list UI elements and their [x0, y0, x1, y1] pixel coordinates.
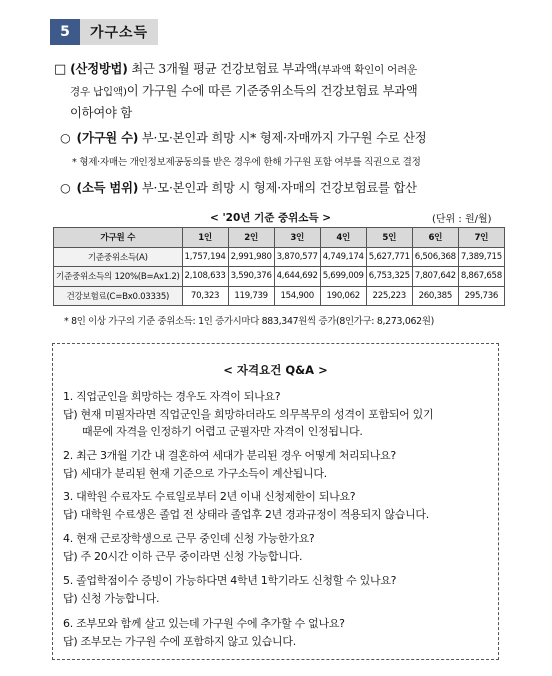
qa-question: 1. 직업군인을 희망하는 경우도 자격이 되나요? [63, 390, 281, 403]
household-label: (가구원 수) [76, 131, 139, 145]
qa-question: 5. 졸업학점이수 증빙이 가능하다면 4학년 1학기라도 신청할 수 있나요? [63, 574, 397, 587]
household-bullet [60, 128, 426, 146]
qa-answer: 답) 대학원 수료생은 졸업 전 상태라 졸업후 2년 경과규정이 적용되지 않습니다. [63, 507, 429, 521]
criteria-line2-small: 경우 납입액) [70, 86, 127, 98]
qa-question: 2. 최근 3개월 기간 내 결혼하여 세대가 분리된 경우 어떻게 처리되나요? [63, 449, 396, 462]
qa-answer-continued: 때문에 자격을 인정하기 어렵고 군필자만 자격이 인정됩니다. [82, 425, 363, 438]
qa-title: < 자격요건 Q&A > [223, 363, 328, 377]
income-bullet [60, 178, 417, 196]
section-header [50, 19, 158, 45]
table-cell: 119,739 [228, 286, 274, 306]
table-header-cell: 1인 [182, 228, 228, 248]
qa-item [63, 447, 493, 482]
table-cell: 70,323 [182, 286, 228, 306]
criteria-text: 최근 3개월 평균 건강보험료 부과액 [127, 62, 318, 76]
household-note: * 형제·자매는 개인정보제공동의를 받은 경우에 한해 가구원 포함 여부를 직권으로 결정 [72, 157, 421, 168]
qa-item [63, 388, 493, 441]
qa-item [63, 615, 493, 650]
table-cell: 6,506,368 [412, 247, 458, 267]
table-row [54, 286, 505, 306]
table-cell: 7,389,715 [458, 247, 504, 267]
table-cell: 5,627,771 [366, 247, 412, 267]
table-header-cell: 가구원 수 [54, 228, 183, 248]
criteria-paragraph [54, 59, 524, 124]
table-row [54, 247, 505, 267]
circle-bullet-icon: ○ [60, 181, 71, 195]
table-footnote: * 8인 이상 가구의 기준 중위소득: 1인 증가시마다 883,347원씩 증가(8인가구: 8,273,062원) [64, 316, 434, 327]
table-cell: 2,108,633 [182, 267, 228, 287]
table-unit: (단위 : 원/월) [432, 214, 492, 225]
qa-answer: 답) 주 20시간 이하 근무 중이라면 신청 가능합니다. [63, 549, 303, 563]
criteria-label: (산정방법) [70, 62, 128, 76]
qa-answer: 답) 세대가 분리된 현재 기준으로 가구소득이 계산됩니다. [63, 466, 327, 480]
table-cell: 190,062 [320, 286, 366, 306]
qa-question: 3. 대학원 수료자도 수료일로부터 2년 이내 신청제한이 되나요? [63, 490, 356, 503]
table-header-cell: 4인 [320, 228, 366, 248]
table-header-row [54, 228, 505, 248]
criteria-text-small: (부과액 확인이 어려운 [317, 64, 417, 76]
table-cell: 295,736 [458, 286, 504, 306]
qa-question: 6. 조부모와 함께 살고 있는데 가구원 수에 추가할 수 없나요? [63, 617, 345, 630]
table-cell: 5,699,009 [320, 267, 366, 287]
table-cell: 154,900 [274, 286, 320, 306]
table-cell: 6,753,325 [366, 267, 412, 287]
table-header-cell: 6인 [412, 228, 458, 248]
table-cell: 225,223 [366, 286, 412, 306]
table-cell: 1,757,194 [182, 247, 228, 267]
table-header-cell: 3인 [274, 228, 320, 248]
section-title: 가구소득 [80, 19, 158, 45]
criteria-line2: 이 가구원 수에 따른 기준중위소득의 건강보험료 부과액 [126, 84, 418, 98]
checkbox-square-icon: □ [54, 62, 67, 77]
qa-item [63, 488, 493, 523]
qa-item [63, 572, 493, 607]
table-cell: 260,385 [412, 286, 458, 306]
section-number: 5 [50, 19, 80, 45]
table-header-cell: 2인 [228, 228, 274, 248]
table-cell: 4,644,692 [274, 267, 320, 287]
qa-answer: 답) 현재 미필자라면 직업군인을 희망하더라도 의무복무의 성격이 포함되어 있기 [63, 407, 434, 421]
criteria-line3: 이하여야 함 [70, 106, 133, 120]
table-cell: 8,867,658 [458, 267, 504, 287]
table-row-header: 기준중위소득(A) [54, 247, 183, 267]
table-cell: 4,749,174 [320, 247, 366, 267]
table-cell: 3,870,577 [274, 247, 320, 267]
table-row-header: 건강보험료(C=Bx0.03335) [54, 286, 183, 306]
table-header-cell: 7인 [458, 228, 504, 248]
household-text: 부·모·본인과 희망 시* 형제·자매까지 가구원 수로 산정 [138, 131, 427, 145]
qa-answer: 답) 조부모는 가구원 수에 포함하지 않고 있습니다. [63, 634, 296, 648]
income-text: 부·모·본인과 희망 시 형제·자매의 건강보험료를 합산 [138, 181, 417, 195]
table-cell: 3,590,376 [228, 267, 274, 287]
median-income-table [53, 227, 505, 306]
table-cell: 2,991,980 [228, 247, 274, 267]
table-header-cell: 5인 [366, 228, 412, 248]
table-caption: < '20년 기준 중위소득 > [210, 212, 332, 224]
qa-box [52, 343, 499, 660]
income-label: (소득 범위) [76, 181, 139, 195]
qa-question: 4. 현재 근로장학생으로 근무 중인데 신청 가능한가요? [63, 532, 315, 545]
table-row-header: 기준중위소득의 120%(B=Ax1.2) [54, 267, 183, 287]
qa-item [63, 530, 493, 565]
qa-answer: 답) 신청 가능합니다. [63, 591, 160, 605]
circle-bullet-icon: ○ [60, 131, 71, 145]
table-row [54, 267, 505, 287]
table-cell: 7,807,642 [412, 267, 458, 287]
